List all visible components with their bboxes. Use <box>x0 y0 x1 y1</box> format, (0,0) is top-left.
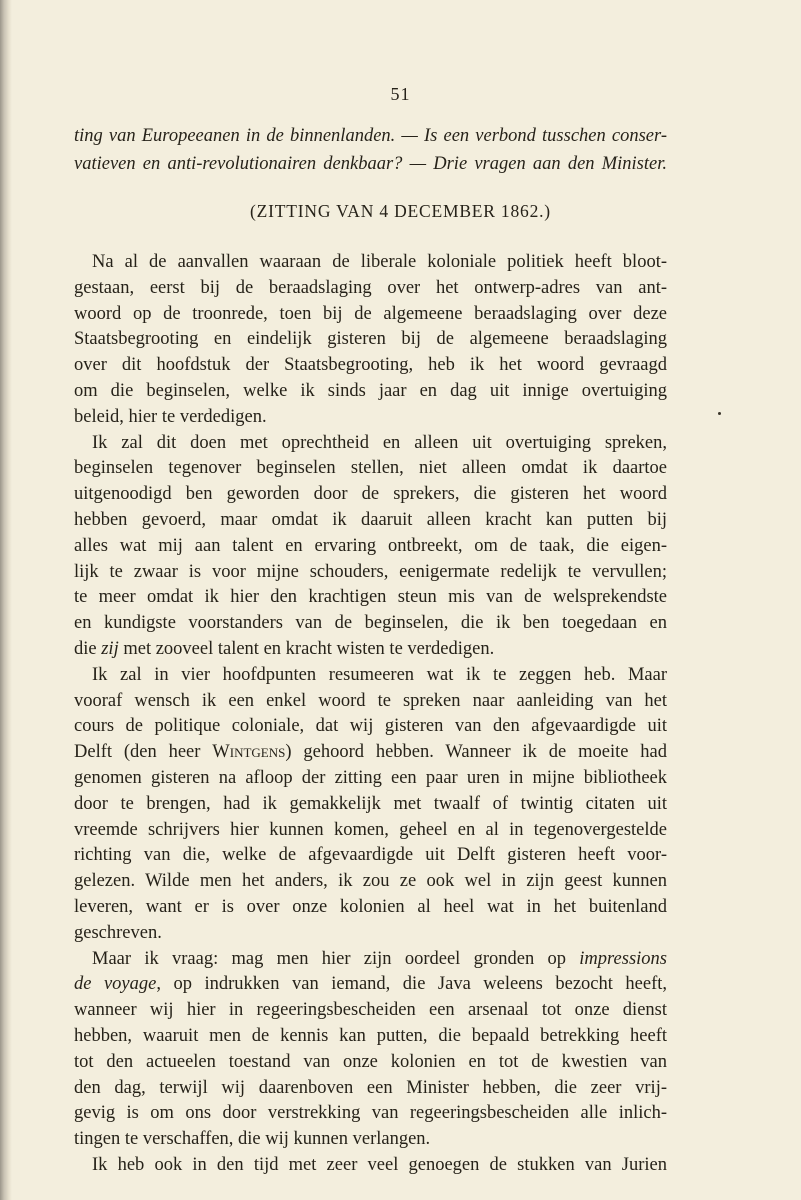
text-line: door te brengen, had ik gemakkelijk met twaalf of twintig citaten uit <box>74 793 667 814</box>
text-line: Ik heb ook in den tijd met zeer veel genoegen de stukken van Jurien <box>92 1154 667 1175</box>
synopsis-line: vatieven en anti-revolutionairen denkbaar? — Drie vragen aan den Minister. <box>74 154 667 174</box>
text-line: tot den actueelen toestand van onze kolonien en tot de kwestien van <box>74 1051 667 1072</box>
text-line <box>74 637 667 663</box>
text-line: vooraf wensch ik een enkel woord te spreken naar aanleiding van het <box>74 690 667 711</box>
text-run: ) gehoord hebben. Wanneer ik de moeite had <box>285 742 667 763</box>
text-line: vreemde schrijvers hier kunnen komen, geheel en al in tegenovergestelde <box>74 819 667 840</box>
text-line: te meer omdat ik hier den krachtigen steun mis van de welsprekendste <box>74 587 667 608</box>
text-line <box>74 972 667 998</box>
page-number: 51 <box>390 84 411 104</box>
text-line: Staatsbegrooting en eindelijk gisteren bij de algemeene beraadslaging <box>74 329 667 350</box>
emphasis: de voyage <box>74 974 157 995</box>
text-line: om die beginselen, welke ik sinds jaar en dag uit innige overtuiging <box>74 380 667 401</box>
text-line: woord op de troonrede, toen bij de algemeene beraadslaging over deze <box>74 303 667 324</box>
text-line: hebben gevoerd, maar omdat ik daaruit alleen kracht kan putten bij <box>74 509 667 530</box>
text-line: genomen gisteren na afloop der zitting een paar uren in mijne bibliotheek <box>74 767 667 788</box>
text-line: en kundigste voorstanders van de beginselen, die ik ben toegedaan en <box>74 613 667 634</box>
synopsis-line: ting van Europeeanen in de binnenlanden. — Is een verbond tusschen conser- <box>74 126 667 146</box>
text-run: die <box>74 638 102 659</box>
text-line: den dag, terwijl wij daarenboven een Minister hebben, die zeer vrij- <box>74 1077 667 1098</box>
text-line: wanneer wij hier in regeeringsbescheiden een arsenaal tot onze dienst <box>74 1000 667 1021</box>
text-line: tingen te verschaffen, die wij kunnen verlangen. <box>74 1129 431 1150</box>
text-line: alles wat mij aan talent en ervaring ontbreekt, om de taak, die eigen- <box>74 535 667 556</box>
text-run: , op indrukken van iemand, die Java weleens bezocht heeft, <box>156 974 667 995</box>
text-line: beleid, hier te verdedigen. <box>74 406 267 427</box>
text-run: Delft (den heer <box>74 742 213 763</box>
text-line: Na al de aanvallen waaraan de liberale koloniale politiek heeft bloot- <box>92 252 667 272</box>
text-line: gelezen. Wilde men het anders, ik zou ze ook wel in zijn geest kunnen <box>74 871 667 892</box>
body-text <box>74 250 667 1179</box>
text-line <box>74 947 667 973</box>
text-line: over dit hoofdstuk der Staatsbegrooting, heb ik het woord gevraagd <box>74 355 667 376</box>
ink-speck <box>718 412 721 415</box>
text-line: lijk te zwaar is voor mijne schouders, eenigermate redelijk te vervullen; <box>74 561 667 582</box>
text-line: beginselen tegenover beginselen stellen, niet alleen omdat ik daartoe <box>74 458 667 479</box>
session-heading: (ZITTING VAN 4 DECEMBER 1862.) <box>250 201 551 221</box>
person-name: Wintgens <box>212 742 286 763</box>
text-line: Ik zal in vier hoofdpunten resumeeren wat ik te zeggen heb. Maar <box>92 664 667 685</box>
text-line: hebben, waaruit men de kennis kan putten, die bepaald betrekking heeft <box>74 1025 667 1046</box>
text-line: uitgenoodigd ben geworden door de sprekers, die gisteren het woord <box>74 484 667 505</box>
text-line: gevig is om ons door verstrekking van regeeringsbescheiden alle inlich- <box>74 1103 667 1124</box>
text-run: Maar ik vraag: mag men hier zijn oordeel gronden op <box>92 948 580 969</box>
text-line: geschreven. <box>74 922 162 943</box>
emphasis: zij <box>101 638 119 659</box>
chapter-synopsis <box>74 122 667 178</box>
text-line: richting van die, welke de afgevaardigde uit Delft gisteren heeft voor- <box>74 845 667 866</box>
text-line: cours de politique coloniale, dat wij gisteren van den afgevaardigde uit <box>74 716 667 737</box>
text-line: leveren, want er is over onze kolonien al heel wat in het buitenland <box>74 896 667 917</box>
text-line: Ik zal dit doen met oprechtheid en alleen uit overtuiging spreken, <box>92 432 667 453</box>
text-line <box>74 740 667 766</box>
emphasis: impressions <box>579 948 667 969</box>
page-binding-shadow <box>0 0 12 1200</box>
text-line: gestaan, eerst bij de beraadslaging over het ontwerp-adres van ant- <box>74 277 667 298</box>
text-run: met zooveel talent en kracht wisten te verdedigen. <box>118 638 495 659</box>
